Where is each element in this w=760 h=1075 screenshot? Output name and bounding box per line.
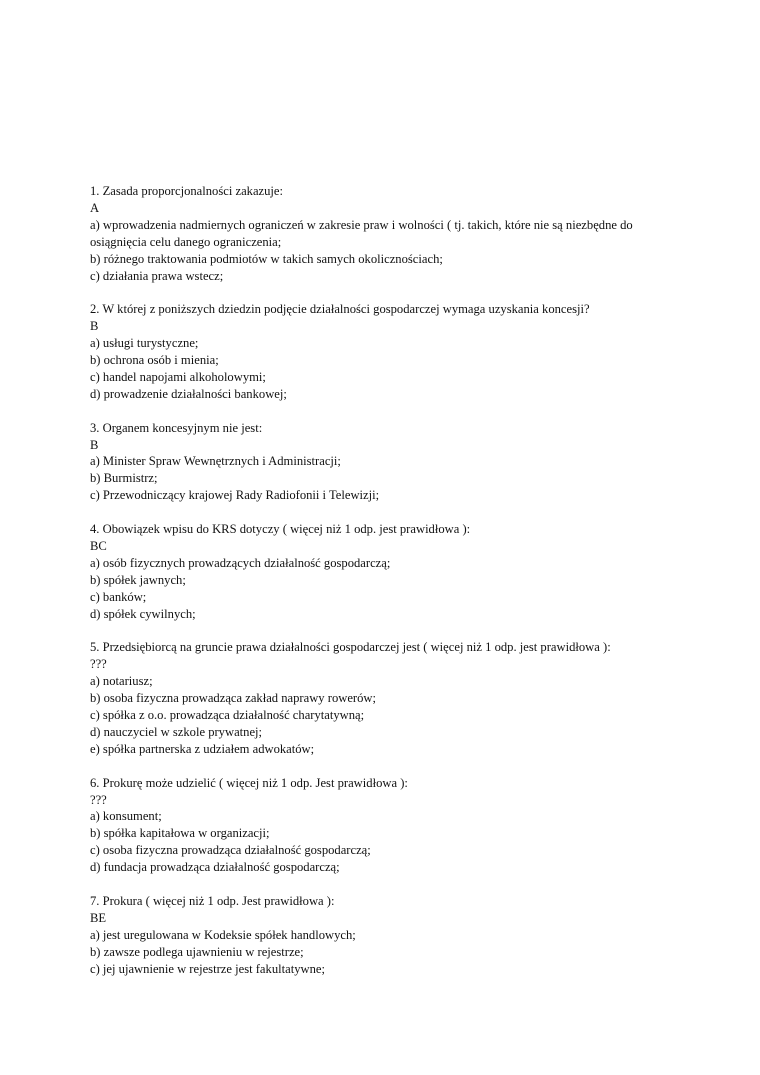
question-5 xyxy=(90,639,690,757)
question-answer: BC xyxy=(90,538,107,553)
answer-option: c) osoba fizyczna prowadząca działalność gospodarczą; xyxy=(90,843,371,858)
question-answer: B xyxy=(90,437,99,452)
answer-option: b) Burmistrz; xyxy=(90,471,158,486)
question-answer: A xyxy=(90,200,100,215)
answer-option: a) Minister Spraw Wewnętrznych i Administracji; xyxy=(90,454,341,469)
answer-option: c) spółka z o.o. prowadząca działalność charytatywną; xyxy=(90,708,365,723)
question-4 xyxy=(90,521,690,622)
answer-option: b) zawsze podlega ujawnieniu w rejestrze; xyxy=(90,944,304,959)
answer-option: a) jest uregulowana w Kodeksie spółek handlowych; xyxy=(90,927,356,942)
answer-option: d) fundacja prowadząca działalność gospodarczą; xyxy=(90,860,340,875)
answer-option: d) nauczyciel w szkole prywatnej; xyxy=(90,724,263,739)
answer-option: b) różnego traktowania podmiotów w takich samych okolicznościach; xyxy=(90,251,443,266)
answer-option: b) spółek jawnych; xyxy=(90,572,186,587)
question-text: 6. Prokurę może udzielić ( więcej niż 1 odp. Jest prawidłowa ): xyxy=(90,775,408,790)
answer-option: c) handel napojami alkoholowymi; xyxy=(90,369,266,384)
question-6 xyxy=(90,775,690,876)
answer-option: b) osoba fizyczna prowadząca zakład naprawy rowerów; xyxy=(90,691,377,706)
answer-option: c) Przewodniczący krajowej Rady Radiofonii i Telewizji; xyxy=(90,488,380,503)
answer-option: a) osób fizycznych prowadzących działalność gospodarczą; xyxy=(90,555,391,570)
answer-option: b) spółka kapitałowa w organizacji; xyxy=(90,826,270,841)
question-text: 4. Obowiązek wpisu do KRS dotyczy ( więcej niż 1 odp. jest prawidłowa ): xyxy=(90,522,471,537)
question-text: 5. Przedsiębiorcą na gruncie prawa działalności gospodarczej jest ( więcej niż 1 odp. jest prawidłowa ): xyxy=(90,640,611,655)
answer-option: e) spółka partnerska z udziałem adwokatów; xyxy=(90,741,315,756)
answer-option: a) wprowadzenia nadmiernych ograniczeń w zakresie praw i wolności ( tj. takich, które nie są niezbędne do osiągnięcia celu danego ograniczenia; xyxy=(90,217,636,249)
question-answer: ??? xyxy=(90,792,107,807)
document-page xyxy=(90,183,690,994)
answer-option: d) spółek cywilnych; xyxy=(90,606,196,621)
answer-option: c) banków; xyxy=(90,589,147,604)
question-3 xyxy=(90,420,690,505)
answer-option: a) konsument; xyxy=(90,809,162,824)
answer-option: b) ochrona osób i mienia; xyxy=(90,353,219,368)
question-text: 1. Zasada proporcjonalności zakazuje: xyxy=(90,184,284,198)
answer-option: a) notariusz; xyxy=(90,674,153,689)
question-7 xyxy=(90,893,690,978)
question-text: 3. Organem koncesyjnym nie jest: xyxy=(90,420,263,435)
question-1 xyxy=(90,183,690,284)
question-2 xyxy=(90,301,690,402)
answer-option: c) działania prawa wstecz; xyxy=(90,268,224,283)
answer-option: d) prowadzenie działalności bankowej; xyxy=(90,386,287,401)
question-answer: B xyxy=(90,319,99,334)
question-answer: BE xyxy=(90,910,107,925)
answer-option: c) jej ujawnienie w rejestrze jest fakultatywne; xyxy=(90,961,325,976)
answer-option: a) usługi turystyczne; xyxy=(90,336,199,351)
question-text: 7. Prokura ( więcej niż 1 odp. Jest prawidłowa ): xyxy=(90,893,335,908)
question-text: 2. W której z poniższych dziedzin podjęcie działalności gospodarczej wymaga uzyskania koncesji? xyxy=(90,302,590,317)
question-answer: ??? xyxy=(90,657,107,672)
